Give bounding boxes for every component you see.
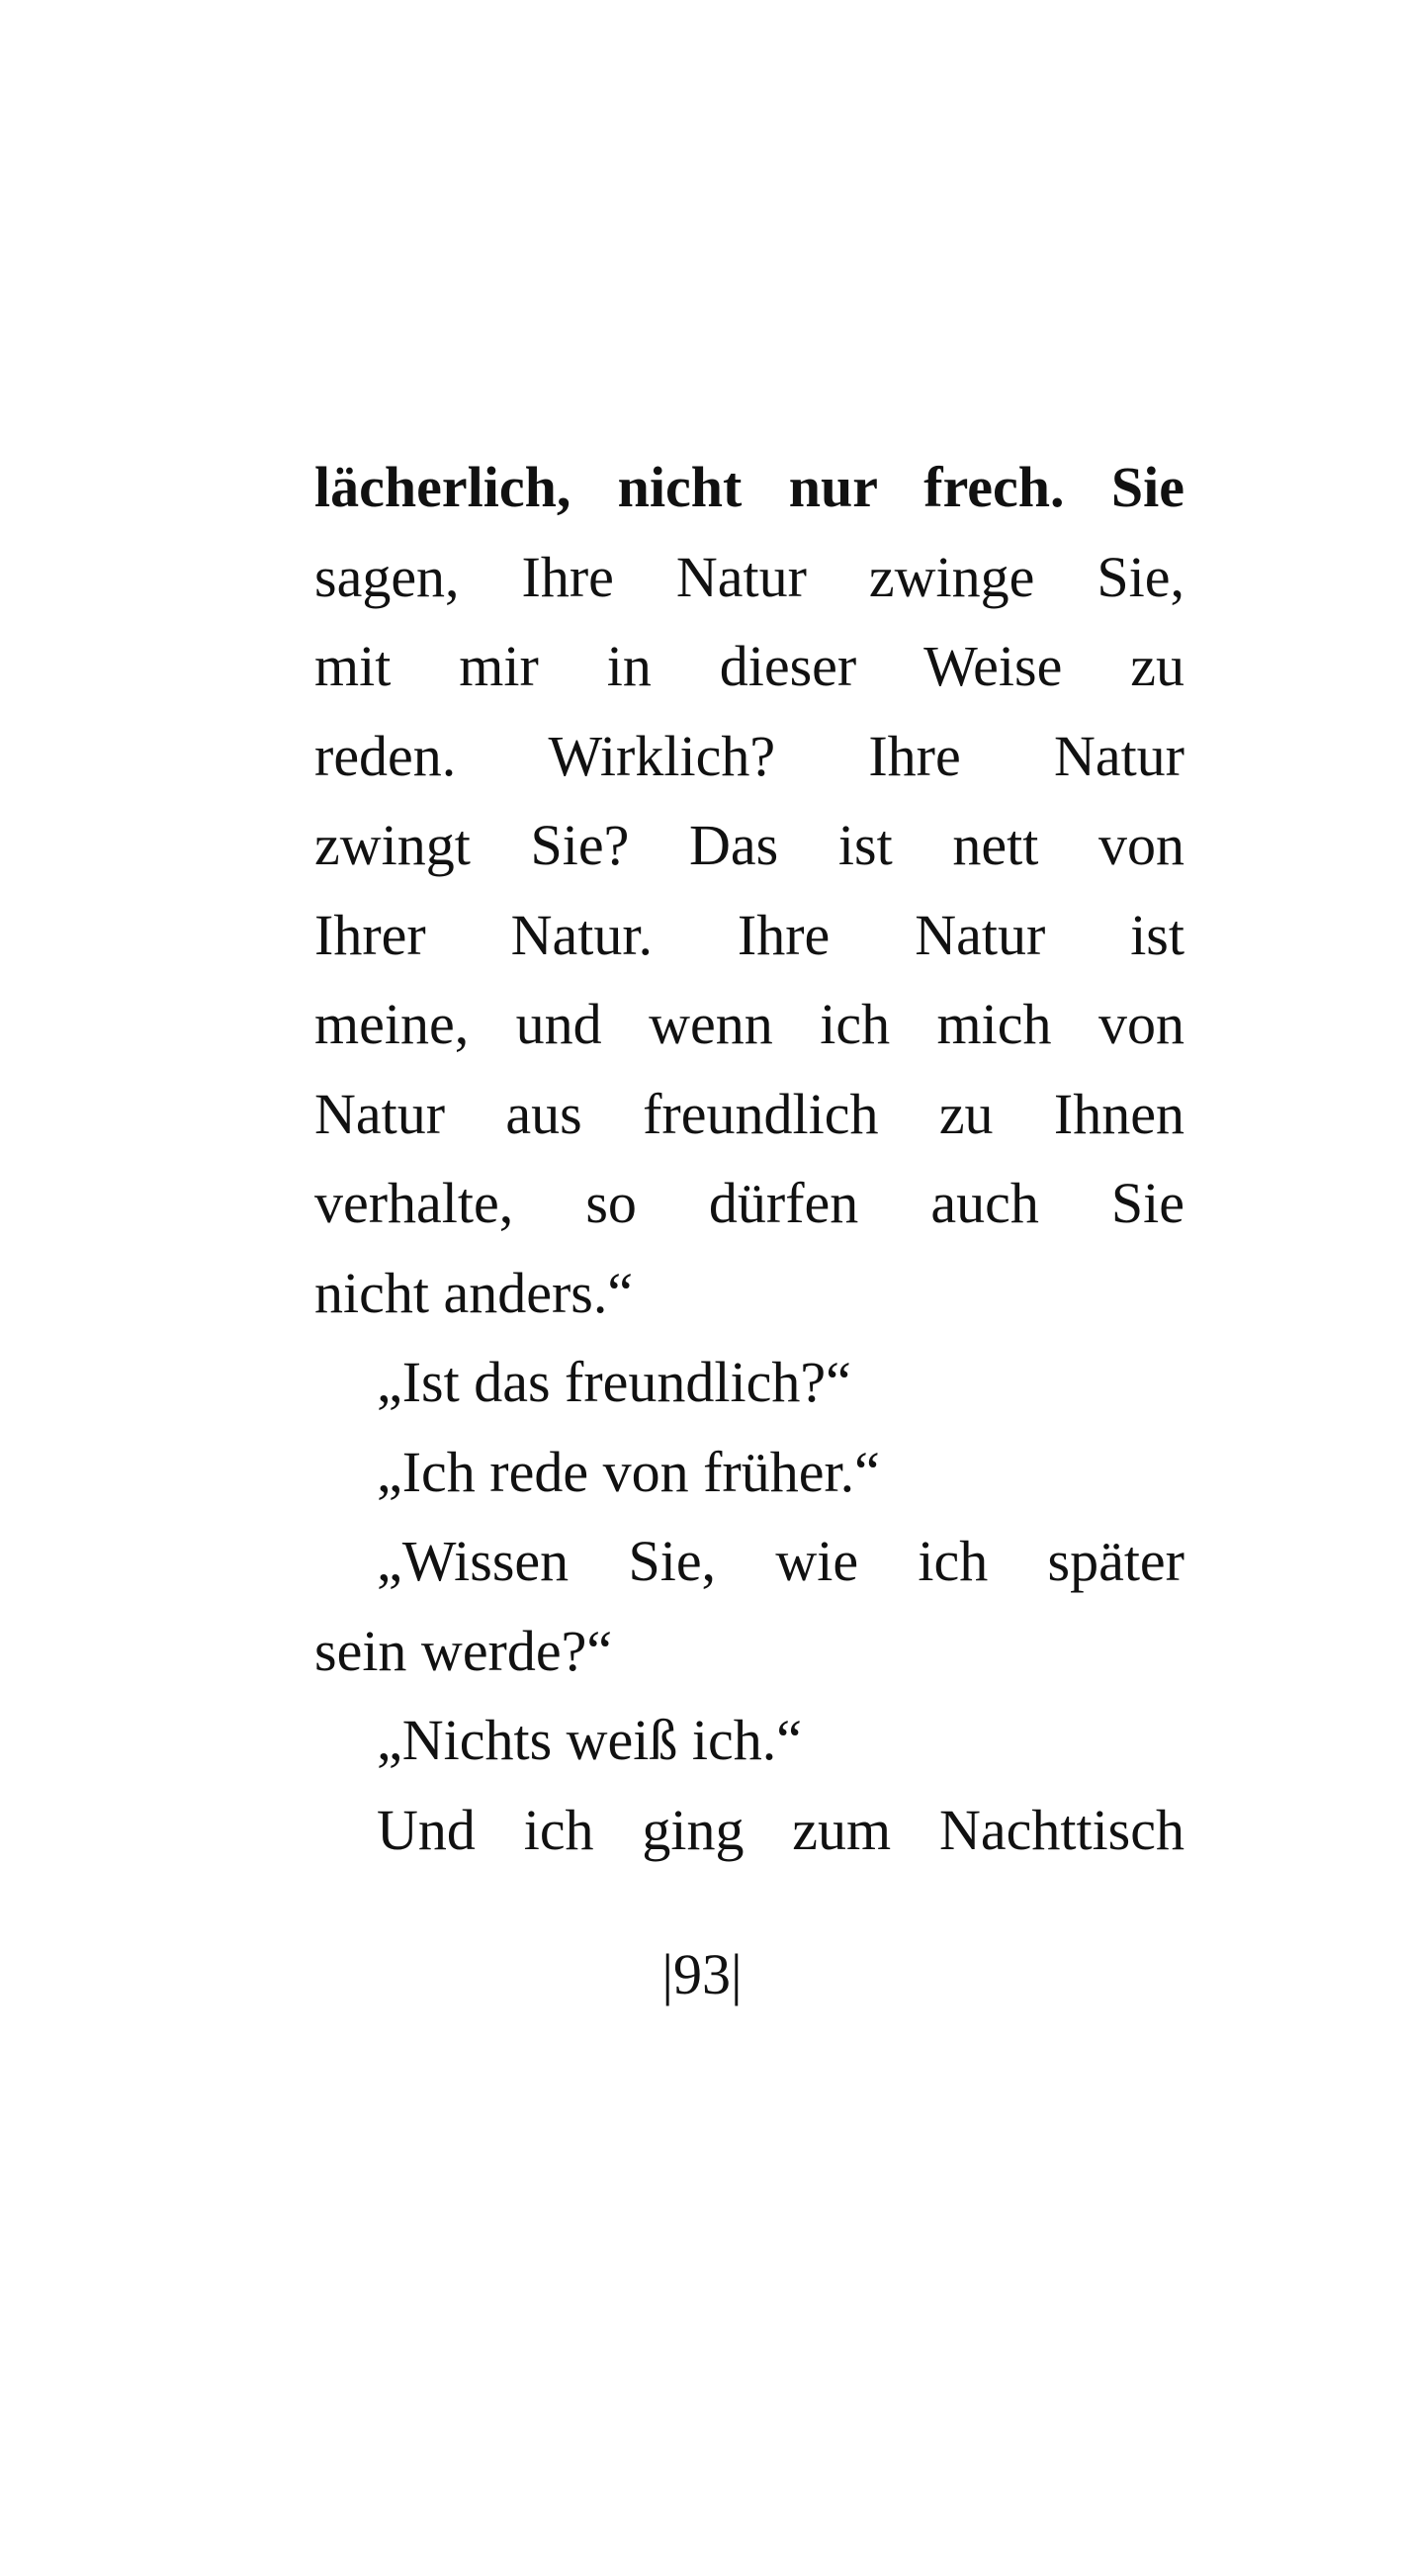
page-number: |93| xyxy=(661,1942,743,2006)
text-line: sein werde?“ xyxy=(314,1618,613,1683)
text-line: nicht anders.“ xyxy=(314,1260,634,1325)
text-line: Ihrer Natur. Ihre Natur ist xyxy=(314,902,1185,967)
text-line: reden. Wirklich? Ihre Natur xyxy=(314,723,1185,788)
text-line: meine, und wenn ich mich von xyxy=(314,992,1185,1056)
text-line: Und ich ging zum Nachttisch xyxy=(377,1797,1185,1862)
text-line: Natur aus freundlich zu Ihnen xyxy=(314,1081,1185,1146)
text-line: „Wissen Sie, wie ich später xyxy=(377,1529,1185,1593)
text-line: mit mir in dieser Weise zu xyxy=(314,634,1185,698)
page-text xyxy=(314,443,1185,1875)
text-line: „Ist das freundlich?“ xyxy=(377,1350,851,1414)
text-line: sagen, Ihre Natur zwinge Sie, xyxy=(314,544,1185,609)
text-line: „Ich rede von früher.“ xyxy=(377,1439,880,1504)
text-line: verhalte, so dürfen auch Sie xyxy=(314,1171,1185,1235)
text-line: „Nichts weiß ich.“ xyxy=(377,1708,803,1772)
text-line: zwingt Sie? Das ist nett von xyxy=(314,813,1185,877)
text-line: lächerlich, nicht nur frech. Sie xyxy=(314,455,1185,519)
